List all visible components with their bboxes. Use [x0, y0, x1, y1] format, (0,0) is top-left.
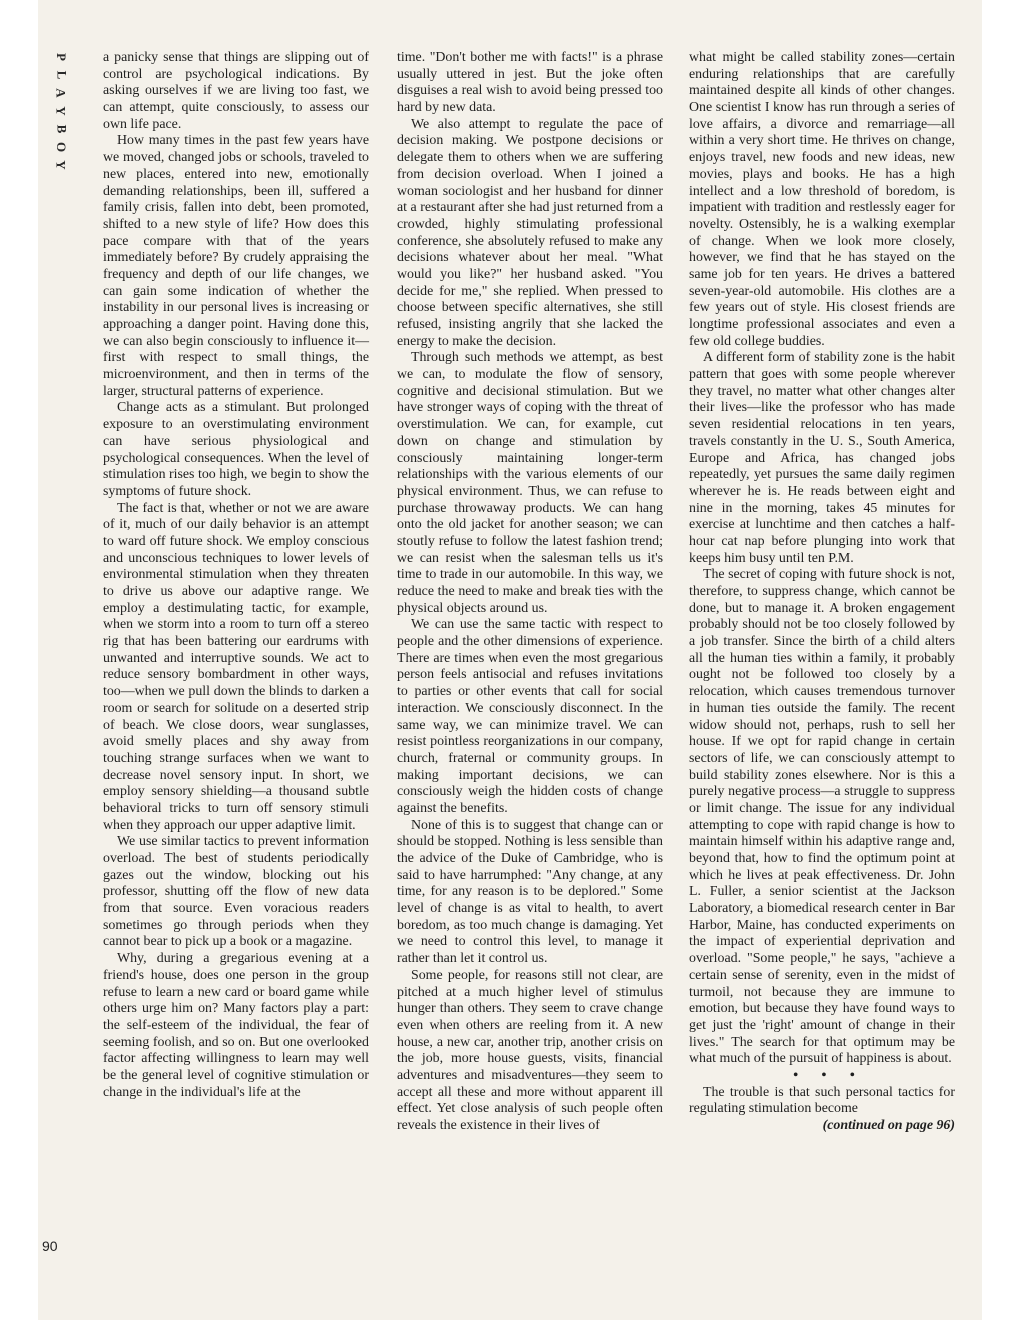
page-number: 90	[42, 1238, 58, 1254]
body-paragraph: How many times in the past few years have we moved, changed jobs or schools, traveled to new places, entered into new, emotionally demanding relationships, been ill, suffered a family crisis, fallen into debt, been promoted, shifted to a new style of life? How does this pace compare with that of the years immediately before? By crudely appraising the frequency and depth of our life changes, we can gain some indication of whether the instability in our personal lives is increasing or approaching a danger point. Having done this, we can also begin consciously to influence it—first with respect to small things, the microenvironment, and then in terms of the larger, structural patterns of experience.	[103, 133, 369, 399]
body-paragraph: The trouble is that such personal tactics for regulating stimulation become	[689, 1084, 955, 1117]
continued-note: (continued on page 96)	[822, 1118, 955, 1133]
body-paragraph: We can use the same tactic with respect to people and the other dimensions of experience. There are times when even the most gregarious person feels antisocial and refuses invitations to parties or other events that call for social interaction. We consciously disconnect. In the same way, we can minimize travel. We can resist pointless reorganizations in our company, church, fraternal or community groups. In making important decisions, we can consciously weigh the hidden costs of change against the benefits.	[397, 617, 663, 816]
title-letter: A	[53, 88, 69, 98]
body-paragraph: a panicky sense that things are slipping out of control are psychological indications. By asking ourselves if we are living too fast, we can attempt, quite consciously, to assess our own life pace.	[103, 50, 369, 132]
body-paragraph: Through such methods we attempt, as best we can, to modulate the flow of sensory, cognitive and decisional stimulation. But we have stronger ways of coping with the threat of overstimulation. We can, for example, cut down on change and stimulation by consciously maintaining longer-term relationships with the various elements of our physical environment. Thus, we can refuse to purchase throwaway products. We can hang onto the old jacket for another season; we can stoutly refuse to follow the latest fashion trend; we can resist when the salesman tells us it's time to trade in our automobile. In this way, we reduce the need to make and break ties with the physical objects around us.	[397, 350, 663, 616]
magazine-title-vertical	[54, 48, 68, 174]
title-letter: L	[53, 70, 69, 80]
body-paragraph: The secret of coping with future shock is not, therefore, to suppress change, which cannot be done, but to manage it. A broken engagement probably should not be too closely followed by a job transfer. Since the birth of a child alters all the human ties within a family, it probably ought not be followed too closely by a relocation, which causes tremendous turnover in human ties outside the family. The recent widow should not, perhaps, rush to sell her house. If we opt for rapid change in certain sectors of life, we can consciously attempt to build stability zones elsewhere. Nor is this a purely negative process—a struggle to suppress or limit change. The issue for any individual attempting to cope with rapid change is how to maintain himself within his adaptive range and, beyond that, how to find the optimum point at which he lives at peak effectiveness. Dr. John L. Fuller, a senior scientist at the Jackson Laboratory, a biomedical research center in Bar Harbor, Maine, has conducted experiments on the impact of experiential deprivation and overload. "Some people," he says, "achieve a certain sense of serenity, even in the midst of turmoil, not because they are immune to emotion, but because they have found ways to get just the 'right' amount of change in their lives." The search for that optimum may be what much of the pursuit of happiness is about.	[689, 567, 955, 1067]
body-paragraph: what might be called stability zones—certain enduring relationships that are carefully maintained despite all kinds of other changes. One scientist I know has run through a series of love affairs, a divorce and remarriage—all within a very short time. He thrives on change, enjoys travel, new foods and new ideas, new movies, plays and books. He has a high intellect and a low threshold of boredom, is impatient with tradition and restlessly eager for novelty. Ostensibly, he is a walking exemplar of change. When we look more closely, however, we find that he has stayed on the same job for ten years. He drives a battered seven-year-old automobile. His clothes are a few years out of style. His closest friends are longtime professional associates and even a few old college buddies.	[689, 50, 955, 349]
section-break: • • •	[793, 1067, 865, 1083]
title-letter: Y	[53, 106, 69, 116]
title-letter: O	[54, 141, 69, 153]
body-paragraph: The fact is that, whether or not we are aware of it, much of our daily behavior is an attempt to ward off future shock. We employ conscious and unconscious techniques to lower levels of environmental stimulation when they threaten to drive us above our adaptive range. We employ a destimulating tactic, for example, when we storm into a room to turn off a stereo rig that has been battering our eardrums with unwanted and interruptive sounds. We act to reduce sensory bombardment in other ways, too—when we pull down the blinds to darken a room or search for solitude on a deserted strip of beach. We close doors, wear sunglasses, avoid smelly places and shy away from touching strange surfaces when we want to decrease novel sensory input. In short, we employ sensory shielding—a thousand subtle behavioral tricks to turn off sensory stimuli when they approach our upper adaptive limit.	[103, 500, 369, 833]
title-letter: Y	[53, 160, 69, 170]
title-letter: P	[53, 53, 69, 61]
text-column-3	[689, 50, 955, 1135]
body-paragraph: Some people, for reasons still not clear, are pitched at a much higher level of stimulus hunger than others. They seem to crave change even when others are reeling from it. A new house, a new car, another trip, another crisis on the job, more house guests, visits, financial adventures and misadventures—they seem to accept all these and more without apparent ill effect. Yet close analysis of such people often reveals the existence in their lives of	[397, 967, 663, 1133]
body-paragraph: Change acts as a stimulant. But prolonged exposure to an overstimulating environment can have serious physiological and psychological consequences. When the level of stimulation rises too high, we begin to show the symptoms of future shock.	[103, 400, 369, 499]
body-paragraph: time. "Don't bother me with facts!" is a phrase usually uttered in jest. But the joke often disguises a real wish to avoid being pressed too hard by new data.	[397, 50, 663, 116]
title-letter: B	[53, 124, 69, 134]
body-paragraph: None of this is to suggest that change can or should be stopped. Nothing is less sensible than the advice of the Duke of Cambridge, who is said to have harrumphed: "Any change, at any time, for any reason is to be deplored." Some level of change is as vital to health, to avert boredom, as too much change is damaging. Yet we need to control this level, to manage it rather than let it control us.	[397, 817, 663, 967]
body-paragraph: We use similar tactics to prevent information overload. The best of students periodically gazes out the window, blocking out his professor, shutting off the flow of new data from that source. Even voracious readers sometimes go through periods when they cannot bear to pick up a book or a magazine.	[103, 834, 369, 950]
body-paragraph: Why, during a gregarious evening at a friend's house, does one person in the group refuse to learn a new card or board game while others urge him on? Many factors play a part: the self-esteem of the individual, the fear of seeming foolish, and so on. But one overlooked factor affecting willingness to learn may well be the general level of cognitive stimulation or change in the individual's life at the	[103, 951, 369, 1100]
text-column-1	[103, 50, 369, 1101]
body-paragraph: A different form of stability zone is the habit pattern that goes with some people wherever they travel, no matter what other changes alter their lives—like the professor who has made seven residential relocations in ten years, travels constantly in the U. S., South America, Europe and Africa, has changed jobs repeatedly, yet pursues the same daily regimen wherever he is. He reads between eight and nine in the morning, takes 45 minutes for exercise at lunchtime and then catches a half-hour cat nap before plunging into work that keeps him busy until ten P.M.	[689, 350, 955, 566]
body-paragraph: We also attempt to regulate the pace of decision making. We postpone decisions or delegate them to others when we are suffering from decision overload. When I joined a woman sociologist and her husband for dinner at a restaurant after she had just returned from a crowded, highly stimulating professional conference, she absolutely refused to make any decisions whatever about her meal. "What would you like?" her husband asked. "You decide for me," she replied. When pressed to choose between specific alternatives, she still refused, insisting angrily that she lacked the energy to make the decision.	[397, 116, 663, 349]
text-column-2	[397, 50, 663, 1135]
